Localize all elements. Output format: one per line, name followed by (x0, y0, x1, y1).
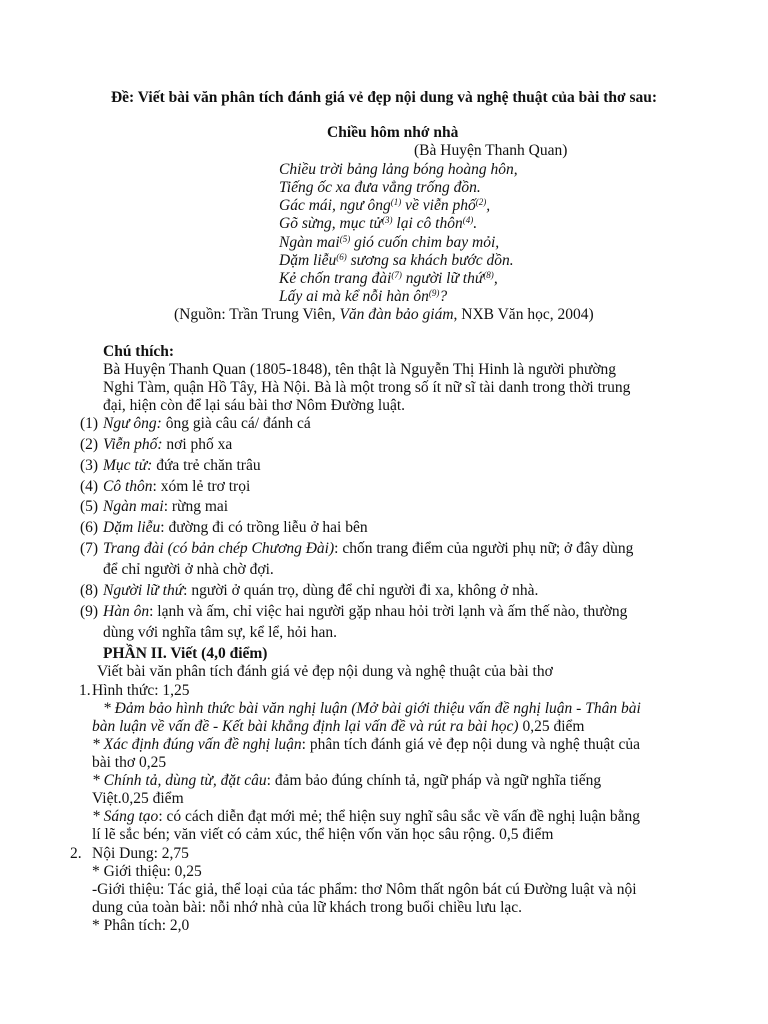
criterion-line: * Sáng tạo: có cách diễn đạt mới mẻ; thể hiện suy nghĩ sâu sắc về vấn đề nghị luận bằng (92, 808, 640, 825)
criterion-line: * Phân tích: 2,0 (92, 917, 190, 934)
notes-intro-line: đại, hiện còn để lại sáu bài thơ Nôm Đường luật. (103, 397, 406, 414)
notes-heading: Chú thích: (103, 343, 175, 360)
criterion-line: * Đảm bảo hình thức bài văn nghị luận (Mở bài giới thiệu vấn đề nghị luận - Thân bài (103, 700, 641, 717)
criterion-line: * Chính tả, dùng từ, đặt câu: đảm bảo đúng chính tả, ngữ pháp và ngữ nghĩa tiếng (92, 772, 602, 789)
note-item: (8) Người lữ thứ: người ở quán trọ, dùng để chỉ người đi xa, không ở nhà. (80, 582, 539, 599)
criterion-line: * Xác định đúng vấn đề nghị luận: phân tích đánh giá vẻ đẹp nội dung và nghệ thuật của (92, 736, 640, 753)
note-item: (9) Hàn ôn: lạnh và ấm, chỉ việc hai người gặp nhau hỏi trời lạnh và ấm thế nào, thường dùng với nghĩa tâm sự, kể lể, hỏi han. (80, 603, 628, 641)
notes-intro-line: Bà Huyện Thanh Quan (1805-1848), tên thật là Nguyễn Thị Hinh là người phường (103, 361, 617, 378)
poem-line: Kẻ chốn trang đài$^{(7)}$ người lữ thứ$^{(8)}$, (279, 270, 498, 287)
criterion-line: lí lẽ sắc bén; văn viết có cảm xúc, thể hiện vốn văn học sâu rộng. 0,5 điểm (92, 826, 554, 843)
criterion-line: bàn luận về vấn đề - Kết bài khẳng định lại vấn đề và rút ra bài học) 0,25 điểm (92, 718, 585, 735)
part2-task: Viết bài văn phân tích đánh giá vẻ đẹp nội dung và nghệ thuật của bài thơ (97, 663, 553, 680)
poem-line: Tiếng ốc xa đưa vẳng trống đồn. (279, 179, 481, 196)
poem-line: Dặm liễu$^{(6)}$ sương sa khách bước dồn. (279, 252, 514, 269)
criterion-line: Việt.0,25 điểm (92, 790, 184, 807)
form-label: Hình thức: 1,25 (92, 682, 190, 699)
poem-title: Chiều hôm nhớ nhà (327, 124, 459, 141)
poem-line: Gõ sừng, mục tử$^{(3)}$ lại cô thôn$^{(4)}$. (279, 215, 478, 232)
section-number: 2. (70, 845, 82, 862)
note-item: (5) Ngàn mai: rừng mai (80, 498, 229, 515)
exam-prompt: Đề: Viết bài văn phân tích đánh giá vẻ đẹp nội dung và nghệ thuật của bài thơ sau: (110, 89, 658, 106)
part2-heading: PHẦN II. Viết (4,0 điểm) (103, 645, 268, 662)
poem-line: Lấy ai mà kể nỗi hàn $ôn^{(9)}$? (279, 288, 448, 305)
criterion-line: bài thơ 0,25 (92, 754, 167, 771)
note-item: (7) Trang đài (có bản chép Chương Đài): chốn trang điểm của người phụ nữ; ở đây dùng để chỉ người ở nhà chờ đợi. (80, 540, 634, 578)
poem-line: Chiều trời bảng lảng bóng hoàng hôn, (279, 161, 518, 178)
criterion-line: * Giới thiệu: 0,25 (92, 863, 202, 880)
content-label: Nội Dung: 2,75 (92, 845, 189, 862)
note-item: (4) Cô thôn: xóm lẻ trơ trọi (80, 478, 251, 495)
note-item: (1) Ngư ông: ông già câu cá/ đánh cá (80, 415, 311, 432)
notes-intro-line: Nghi Tàm, quận Hồ Tây, Hà Nội. Bà là một trong số ít nữ sĩ tài danh trong thời trung (103, 379, 631, 396)
poem-line: Gác mái, ngư ông$^{(1)}$ về viễn phố$^{(2)}$, (279, 197, 491, 214)
section-number: 1. (79, 682, 91, 699)
criterion-line: dung của toàn bài: nỗi nhớ nhà của lữ khách trong buổi chiều lưu lạc. (92, 899, 523, 916)
note-item: (6) Dặm liễu: đường đi có trồng liễu ở hai bên (80, 519, 368, 536)
poem-line: Ngàn mai$^{(5)}$ gió cuốn chim bay mỏi, (279, 234, 500, 251)
poem-source: (Nguồn: Trần Trung Viên, Văn đàn bảo giám, NXB Văn học, 2004) (174, 306, 594, 323)
poem-author: (Bà Huyện Thanh Quan) (414, 142, 568, 159)
note-item: (3) Mục tử: đứa trẻ chăn trâu (80, 457, 261, 474)
criterion-line: -Giới thiệu: Tác giả, thể loại của tác phẩm: thơ Nôm thất ngôn bát cú Đường luật và nội (92, 881, 637, 898)
note-item: (2) Viễn phố: nơi phố xa (80, 436, 233, 453)
